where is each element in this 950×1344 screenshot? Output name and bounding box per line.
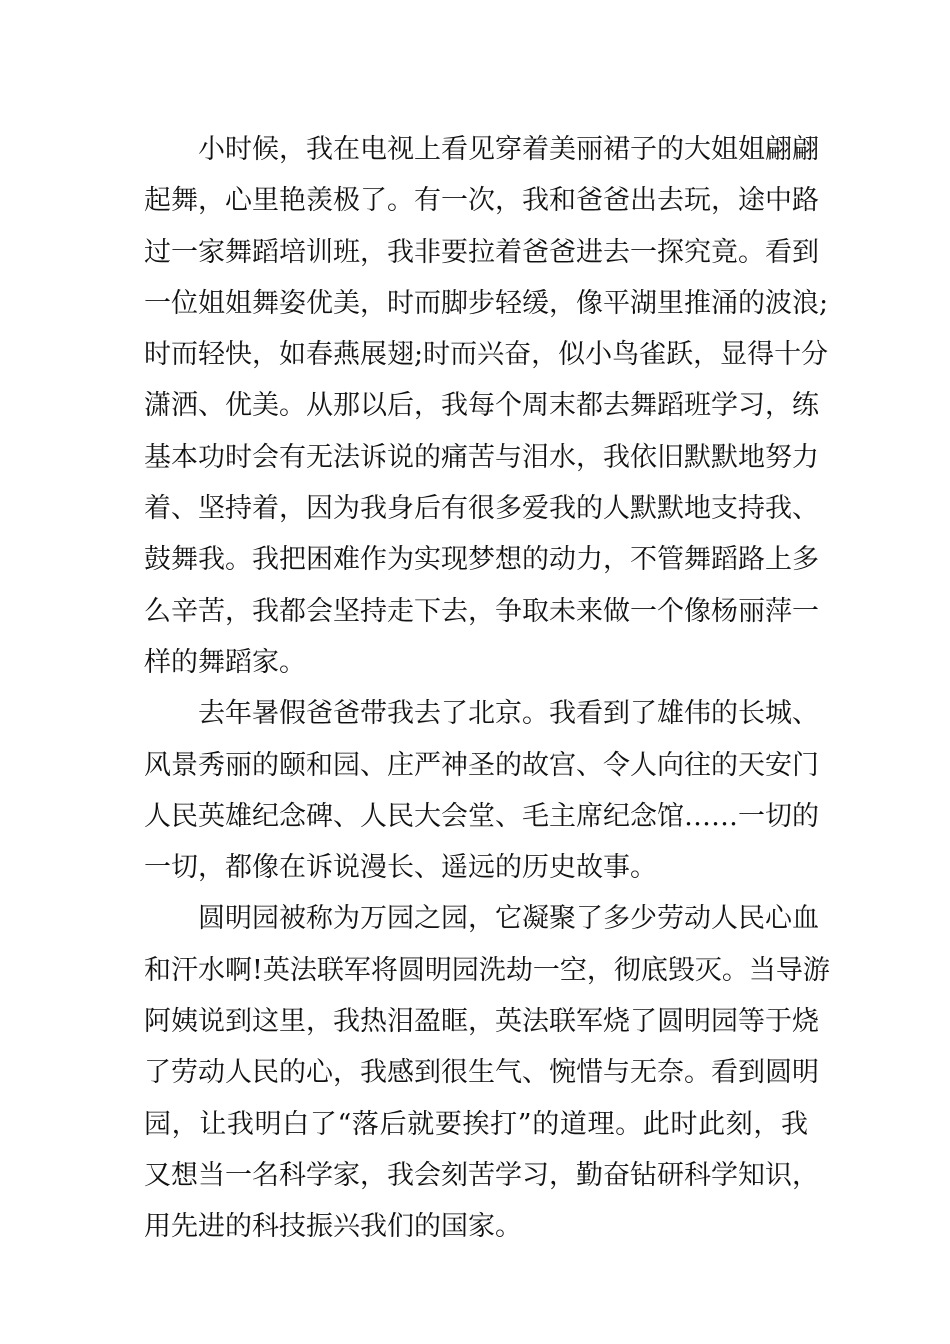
text-line: 起舞，心里艳羡极了。有一次，我和爸爸出去玩，途中路 bbox=[144, 185, 819, 217]
text-line: 过一家舞蹈培训班，我非要拉着爸爸进去一探究竟。看到 bbox=[144, 236, 819, 268]
text-line: 潇洒、优美。从那以后，我每个周末都去舞蹈班学习，练 bbox=[144, 390, 819, 422]
text-line: 园，让我明白了“落后就要挨打”的道理。此时此刻，我 bbox=[144, 1108, 808, 1140]
text-line: 小时候，我在电视上看见穿着美丽裙子的大姐姐翩翩 bbox=[198, 134, 819, 165]
paragraph-3 bbox=[144, 893, 830, 1252]
text-line: 了劳动人民的心，我感到很生气、惋惜与无奈。看到圆明 bbox=[144, 1057, 819, 1089]
text-line: 一位姐姐舞姿优美，时而脚步轻缓，像平湖里推涌的波浪; bbox=[144, 287, 829, 319]
text-line: 鼓舞我。我把困难作为实现梦想的动力，不管舞蹈路上多 bbox=[144, 544, 819, 576]
text-line: 风景秀丽的颐和园、庄严神圣的故宫、令人向往的天安门 bbox=[144, 749, 819, 781]
text-line: 和汗水啊!英法联军将圆明园洗劫一空，彻底毁灭。当导游 bbox=[144, 954, 830, 986]
text-line: 一切，都像在诉说漫长、遥远的历史故事。 bbox=[144, 852, 657, 884]
text-line: 去年暑假爸爸带我去了北京。我看到了雄伟的长城、 bbox=[198, 698, 819, 730]
text-line: 基本功时会有无法诉说的痛苦与泪水，我依旧默默地努力 bbox=[144, 441, 819, 473]
paragraph-2 bbox=[144, 688, 819, 893]
text-line: 阿姨说到这里，我热泪盈眶，英法联军烧了圆明园等于烧 bbox=[144, 1006, 819, 1038]
body-text bbox=[144, 124, 830, 1253]
text-line: 时而轻快，如春燕展翅;时而兴奋，似小鸟雀跃，显得十分 bbox=[144, 339, 829, 371]
text-line: 着、坚持着，因为我身后有很多爱我的人默默地支持我、 bbox=[144, 493, 819, 525]
text-line: 么辛苦，我都会坚持走下去，争取未来做一个像杨丽萍一 bbox=[144, 595, 819, 627]
text-line: 又想当一名科学家，我会刻苦学习，勤奋钻研科学知识， bbox=[144, 1159, 819, 1191]
text-line: 圆明园被称为万园之园，它凝聚了多少劳动人民心血 bbox=[198, 903, 819, 935]
text-line: 样的舞蹈家。 bbox=[144, 646, 306, 678]
text-line: 人民英雄纪念碑、人民大会堂、毛主席纪念馆……一切的 bbox=[144, 800, 819, 832]
text-line: 用先进的科技振兴我们的国家。 bbox=[144, 1211, 522, 1243]
paragraph-1 bbox=[144, 124, 829, 688]
